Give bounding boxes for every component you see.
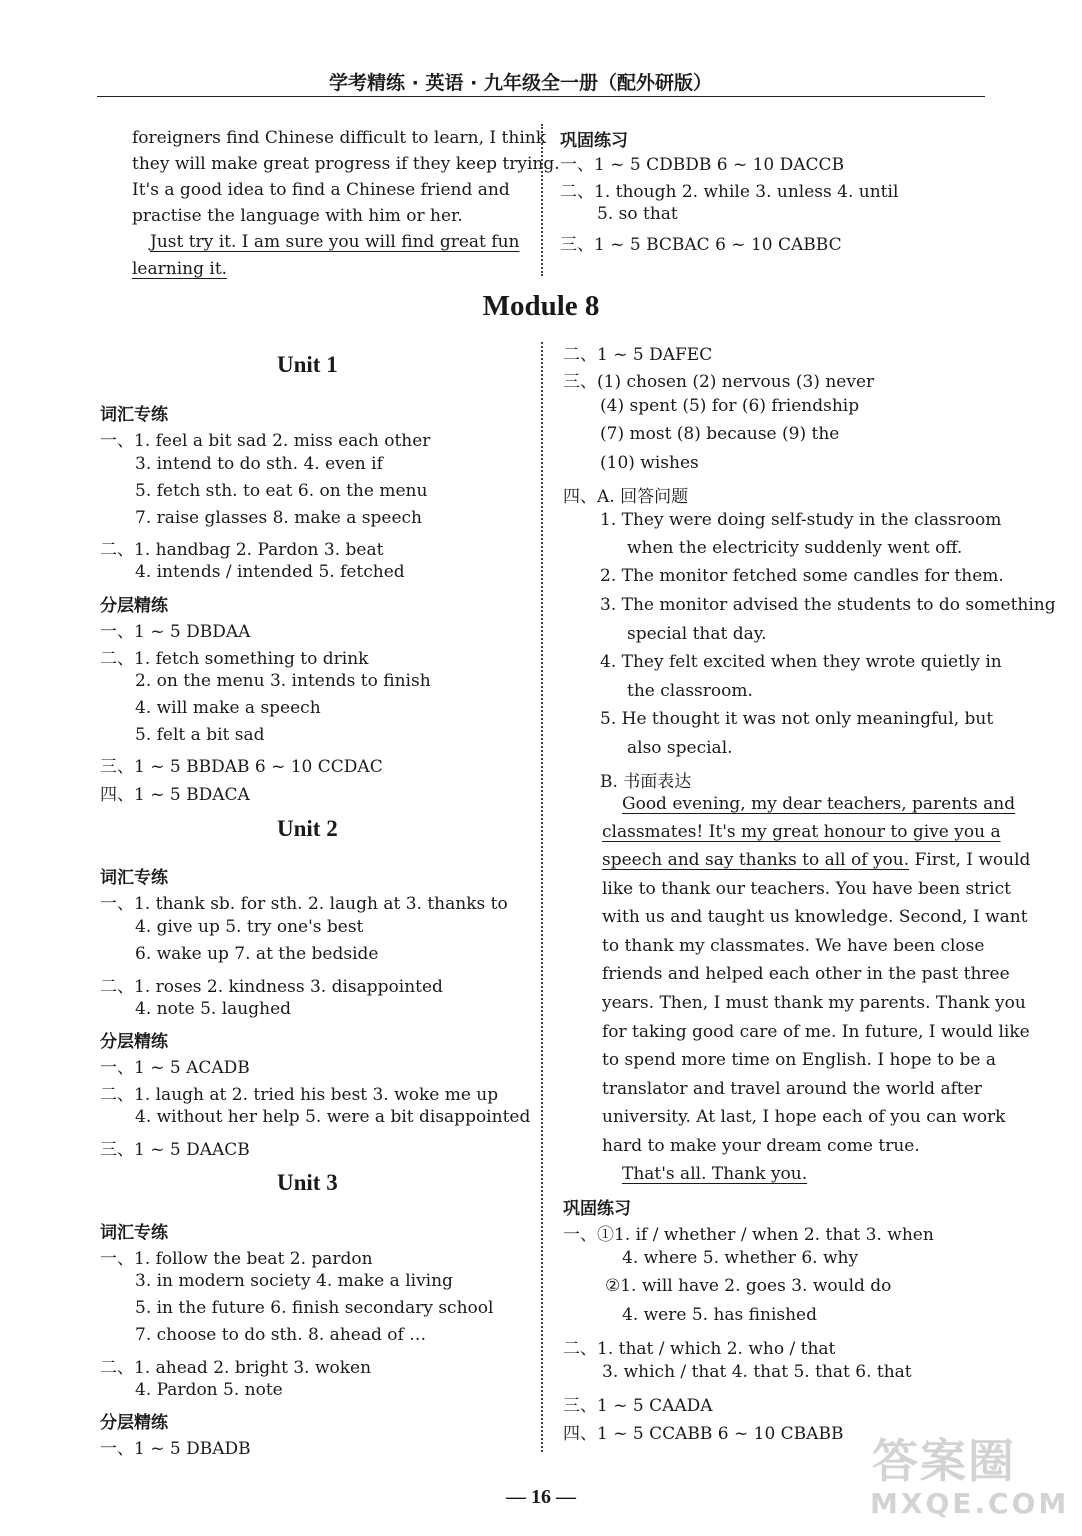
page-number: — 16 — (506, 1486, 576, 1508)
essay-line: to thank my classmates. We have been close (602, 936, 985, 956)
answer-line: 四、A. 回答问题 (563, 487, 689, 507)
answer-line: 二、1 ~ 5 DAFEC (563, 345, 713, 365)
answer-line: 7. raise glasses 8. make a speech (135, 508, 422, 528)
essay-line: like to thank our teachers. You have been strict (602, 879, 1011, 899)
unit-title: Unit 2 (277, 816, 338, 841)
essay-line: translator and travel around the world after (602, 1079, 982, 1099)
header-rule (97, 96, 985, 97)
top-left-closing: Just try it. I am sure you will find great fun (150, 232, 520, 252)
watermark-text: 答案圈 (872, 1434, 1016, 1488)
answer-line: 一、1 ~ 5 DBADB (100, 1439, 251, 1459)
answer-line: 3. intend to do sth. 4. even if (135, 454, 383, 474)
essay-tail: First, I would (909, 850, 1031, 870)
unit-title: Unit 1 (277, 352, 338, 377)
answer-line: 三、1 ~ 5 DAACB (100, 1140, 250, 1160)
top-left-line: It's a good idea to find a Chinese friend and (132, 180, 510, 200)
answer-line: 4. They felt excited when they wrote quietly in (600, 652, 1002, 672)
essay-line: years. Then, I must thank my parents. Thank you (602, 993, 1026, 1013)
essay-line: friends and helped each other in the past three (602, 964, 1010, 984)
answer-line: 4. without her help 5. were a bit disappointed (135, 1107, 531, 1127)
answer-line: 二、1. handbag 2. Pardon 3. beat (100, 540, 384, 560)
answer-line: 5. in the future 6. finish secondary school (135, 1298, 494, 1318)
answer-line: 一、1. thank sb. for sth. 2. laugh at 3. thanks to (100, 894, 508, 914)
answer-line: 3. which / that 4. that 5. that 6. that (602, 1362, 912, 1382)
answer-line: 4. give up 5. try one's best (135, 917, 364, 937)
answer-line: 三、(1) chosen (2) nervous (3) never (563, 372, 875, 392)
answer-line: 2. on the menu 3. intends to finish (135, 671, 431, 691)
answer-line: 二、1. that / which 2. who / that (563, 1339, 836, 1359)
section-heading: 词汇专练 (100, 1223, 168, 1243)
answer-line: 5. so that (597, 204, 678, 224)
answer-line: the classroom. (627, 681, 753, 701)
answer-line: 3. in modern society 4. make a living (135, 1271, 453, 1291)
section-heading: 巩固练习 (560, 131, 628, 151)
unit-title: Unit 3 (277, 1170, 338, 1195)
essay-line: hard to make your dream come true. (602, 1136, 920, 1156)
section-heading: 词汇专练 (100, 868, 168, 888)
answer-line: 二、1. fetch something to drink (100, 649, 369, 669)
answer-line: also special. (627, 738, 733, 758)
answer-line: 4. where 5. whether 6. why (622, 1248, 859, 1268)
section-heading: 分层精练 (100, 1032, 168, 1052)
page-header-title: 学考精练 · 英语 · 九年级全一册（配外研版） (329, 72, 712, 94)
answer-line: 一、1 ~ 5 DBDAA (100, 622, 251, 642)
section-heading: 巩固练习 (563, 1199, 631, 1219)
answer-line: 4. note 5. laughed (135, 999, 292, 1019)
essay-line: to spend more time on English. I hope to be a (602, 1050, 996, 1070)
answer-line: 4. were 5. has finished (622, 1305, 818, 1325)
answer-line: 6. wake up 7. at the bedside (135, 944, 379, 964)
answer-line: ②1. will have 2. goes 3. would do (605, 1276, 892, 1296)
answer-line: 2. The monitor fetched some candles for them. (600, 566, 1004, 586)
answer-line: (7) most (8) because (9) the (600, 424, 840, 444)
answer-line: 1. They were doing self-study in the classroom (600, 510, 1002, 530)
answer-line: (10) wishes (600, 453, 699, 473)
answer-line: B. 书面表达 (600, 772, 692, 792)
top-left-closing: learning it. (132, 259, 228, 279)
answer-line: 一、1 ~ 5 CDBDB 6 ~ 10 DACCB (560, 155, 845, 175)
top-left-line: they will make great progress if they keep trying. (132, 154, 560, 174)
top-left-line: practise the language with him or her. (132, 206, 463, 226)
answer-line: 二、1. ahead 2. bright 3. woken (100, 1358, 372, 1378)
column-divider-top (541, 124, 543, 276)
answer-line: 二、1. though 2. while 3. unless 4. until (560, 182, 899, 202)
essay-line: with us and taught us knowledge. Second, I want (602, 907, 1028, 927)
answer-line: 一、1 ~ 5 ACADB (100, 1058, 250, 1078)
top-left-line: foreigners find Chinese difficult to learn, I think (132, 128, 547, 148)
answer-line: 一、1. feel a bit sad 2. miss each other (100, 431, 431, 451)
answer-line: 5. fetch sth. to eat 6. on the menu (135, 481, 428, 501)
answer-line: 四、1 ~ 5 BDACA (100, 785, 250, 805)
answer-line: 三、1 ~ 5 BBDAB 6 ~ 10 CCDAC (100, 757, 383, 777)
essay-line: university. At last, I hope each of you can work (602, 1107, 1006, 1127)
watermark-logo (860, 1425, 1070, 1535)
watermark-url: MXQE.COM (870, 1487, 1070, 1520)
section-heading: 分层精练 (100, 596, 168, 616)
answer-line: 一、1. follow the beat 2. pardon (100, 1249, 373, 1269)
answer-line: 4. intends / intended 5. fetched (135, 562, 405, 582)
essay-line: for taking good care of me. In future, I would like (602, 1022, 1030, 1042)
module-title: Module 8 (482, 290, 600, 322)
answer-line: 3. The monitor advised the students to do something (600, 595, 1056, 615)
answer-line: 一、①1. if / whether / when 2. that 3. when (563, 1225, 934, 1245)
column-divider-main (541, 342, 543, 1452)
answer-line: 二、1. laugh at 2. tried his best 3. woke me up (100, 1085, 499, 1105)
answer-line: 5. felt a bit sad (135, 725, 265, 745)
essay-line: Good evening, my dear teachers, parents and (622, 794, 1016, 814)
essay-line: classmates! It's my great honour to give you a (602, 822, 1001, 842)
answer-line: (4) spent (5) for (6) friendship (600, 396, 860, 416)
answer-line: 二、1. roses 2. kindness 3. disappointed (100, 977, 443, 997)
answer-line: 7. choose to do sth. 8. ahead of … (135, 1325, 427, 1345)
essay-end: That's all. Thank you. (622, 1164, 808, 1184)
answer-line: 三、1 ~ 5 CAADA (563, 1396, 713, 1416)
answer-line: 5. He thought it was not only meaningful, but (600, 709, 994, 729)
answer-line: 4. Pardon 5. note (135, 1380, 283, 1400)
answer-line: 4. will make a speech (135, 698, 321, 718)
answer-line: 三、1 ~ 5 BCBAC 6 ~ 10 CABBC (560, 235, 842, 255)
essay-line (602, 850, 1030, 870)
section-heading: 词汇专练 (100, 405, 168, 425)
answer-line: when the electricity suddenly went off. (627, 538, 963, 558)
answer-line: 四、1 ~ 5 CCABB 6 ~ 10 CBABB (563, 1424, 844, 1444)
answer-line: special that day. (627, 624, 767, 644)
essay-underlined: speech and say thanks to all of you. (602, 850, 910, 870)
section-heading: 分层精练 (100, 1413, 168, 1433)
